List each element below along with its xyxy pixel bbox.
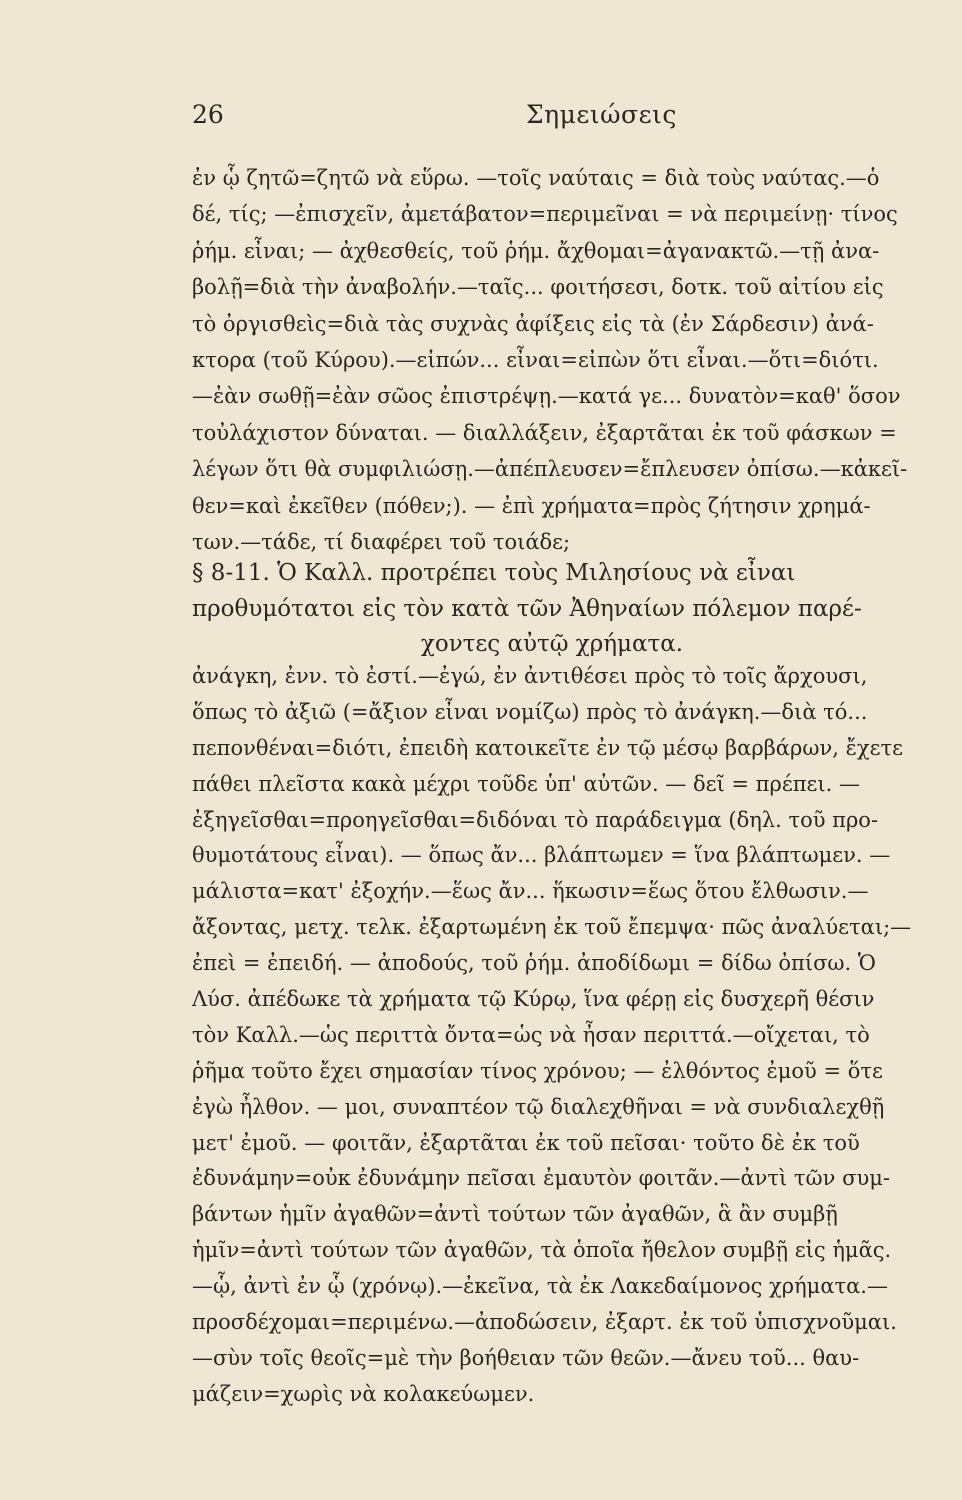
text-line: —σὺν τοῖς θεοῖς=μὲ τὴν βοήθειαν τῶν θεῶν.—ἄνευ τοῦ... θαυ- xyxy=(192,1345,860,1370)
text-line: βολῇ=διὰ τὴν ἀναβολήν.—ταῖς... φοιτήσεσι, δοτκ. τοῦ αἰτίου εἰς xyxy=(192,275,884,300)
text-line: ἡμῖν=ἀντὶ τούτων τῶν ἀγαθῶν, τὰ ὁποῖα ἤθελον συμβῇ εἰς ἡμᾶς. xyxy=(192,1238,892,1263)
text-line: ἐδυνάμην=οὐκ ἐδυνάμην πεῖσαι ἐμαυτὸν φοιτᾶν.—ἀντὶ τῶν συμ- xyxy=(192,1166,890,1191)
page-number: 26 xyxy=(192,100,224,129)
text-line: κτορα (τοῦ Κύρου).—εἰπών... εἶναι=εἰπὼν ὅτι εἶναι.—ὅτι=διότι. xyxy=(192,347,879,372)
text-line: τοὐλάχιστον δύναται. — διαλλάξειν, ἐξαρτᾶται ἐκ τοῦ φάσκων = xyxy=(192,420,897,445)
heading-line: § 8-11. Ὁ Καλλ. προτρέπει τοὺς Μιλησίους νὰ εἶναι xyxy=(192,560,796,586)
text-line: ἐν ᾧ ζητῶ=ζητῶ νὰ εὕρω. —τοῖς ναύταις = διὰ τοὺς ναύτας.—ὁ xyxy=(192,166,880,190)
text-line: θεν=καὶ ἐκεῖθεν (πόθεν;). — ἐπὶ χρήματα=πρὸς ζήτησιν χρημά- xyxy=(192,493,871,518)
text-line: ἐγὼ ἦλθον. — μοι, συναπτέον τῷ διαλεχθῆναι = νὰ συνδιαλεχθῇ xyxy=(192,1094,885,1119)
text-line: μετ' ἐμοῦ. — φοιτᾶν, ἐξαρτᾶται ἐκ τοῦ πεῖσαι· τοῦτο δὲ ἐκ τοῦ xyxy=(192,1130,860,1155)
text-line: ἐξηγεῖσθαι=προηγεῖσθαι=διδόναι τὸ παράδειγμα (δηλ. τοῦ προ- xyxy=(192,807,879,832)
text-line: θυμοτάτους εἶναι). — ὅπως ἄν... βλάπτωμεν = ἵνα βλάπτωμεν. — xyxy=(192,843,891,868)
text-line: —ἐὰν σωθῇ=ἐὰν σῶος ἐπιστρέψῃ.—κατά γε... δυνατὸν=καθ' ὅσον xyxy=(192,384,901,409)
text-line: ἐπεὶ = ἐπειδή. — ἀποδούς, τοῦ ῥήμ. ἀποδίδωμι = δίδω ὀπίσω. Ὁ xyxy=(192,951,876,976)
page-header xyxy=(0,100,962,140)
text-line: πεπονθέναι=διότι, ἐπειδὴ κατοικεῖτε ἐν τῷ μέσῳ βαρβάρων, ἔχετε xyxy=(192,735,903,760)
text-line: ῥῆμα τοῦτο ἔχει σημασίαν τίνος χρόνου; — ἐλθόντος ἐμοῦ = ὅτε xyxy=(192,1058,883,1083)
text-line: προσδέχομαι=περιμένω.—ἀποδώσειν, ἐξαρτ. ἐκ τοῦ ὑπισχνοῦμαι. xyxy=(192,1310,897,1335)
text-line: ἄξοντας, μετχ. τελκ. ἐξαρτωμένη ἐκ τοῦ ἔπεμψα· πῶς ἀναλύεται;— xyxy=(192,915,912,940)
notes-paragraph-1 xyxy=(192,160,912,560)
text-line: —ᾧ, ἀντὶ ἐν ᾧ (χρόνῳ).—ἐκεῖνα, τὰ ἐκ Λακεδαίμονος χρήματα.— xyxy=(192,1274,888,1299)
text-line: τὸ ὀργισθεὶς=διὰ τὰς συχνὰς ἀφίξεις εἰς τὰ (ἐν Σάρδεσιν) ἀνά- xyxy=(192,311,874,336)
text-line: ἀνάγκη, ἐνν. τὸ ἐστί.—ἐγώ, ἐν ἀντιθέσει πρὸς τὸ τοῖς ἄρχουσι, xyxy=(192,664,868,688)
text-line: λέγων ὅτι θὰ συμφιλιώσῃ.—ἀπέπλευσεν=ἔπλευσεν ὀπίσω.—κἀκεῖ- xyxy=(192,457,908,482)
heading-line: προθυμότατοι εἰς τὸν κατὰ τῶν Ἀθηναίων πόλεμον παρέ- xyxy=(192,595,862,622)
text-line: των.—τάδε, τί διαφέρει τοῦ τοιάδε; xyxy=(192,529,571,554)
text-line: ῥήμ. εἶναι; — ἀχθεσθείς, τοῦ ῥήμ. ἄχθομαι=ἀγανακτῶ.—τῇ ἀνα- xyxy=(192,238,880,263)
heading-line: χοντες αὐτῷ χρήματα. xyxy=(420,631,684,657)
notes-paragraph-2 xyxy=(192,659,912,1413)
text-line: μάλιστα=κατ' ἐξοχήν.—ἕως ἄν... ἥκωσιν=ἕως ὅτου ἔλθωσιν.— xyxy=(192,879,869,904)
text-line: δέ, τίς; —ἐπισχεῖν, ἀμετάβατον=περιμεῖναι = νὰ περιμείνῃ· τίνος xyxy=(192,202,898,227)
text-line: βάντων ἡμῖν ἀγαθῶν=ἀντὶ τούτων τῶν ἀγαθῶν, ἃ ἂν συμβῇ xyxy=(192,1202,838,1227)
text-line: τὸν Καλλ.—ὡς περιττὰ ὄντα=ὡς νὰ ἦσαν περιττά.—οἴχεται, τὸ xyxy=(192,1022,870,1047)
text-line: πάθει πλεῖστα κακὰ μέχρι τοῦδε ὑπ' αὐτῶν. — δεῖ = πρέπει. — xyxy=(192,771,860,796)
running-title: Σημειώσεις xyxy=(526,100,677,129)
text-line: μάζειν=χωρὶς νὰ κολακεύωμεν. xyxy=(192,1381,535,1406)
text-line: ὅπως τὸ ἀξιῶ (=ἄξιον εἶναι νομίζω) πρὸς τὸ ἀνάγκη.—διὰ τό... xyxy=(192,699,868,724)
section-heading xyxy=(192,556,912,663)
text-line: Λύσ. ἀπέδωκε τὰ χρήματα τῷ Κύρῳ, ἵνα φέρῃ εἰς δυσχερῆ θέσιν xyxy=(192,987,875,1012)
